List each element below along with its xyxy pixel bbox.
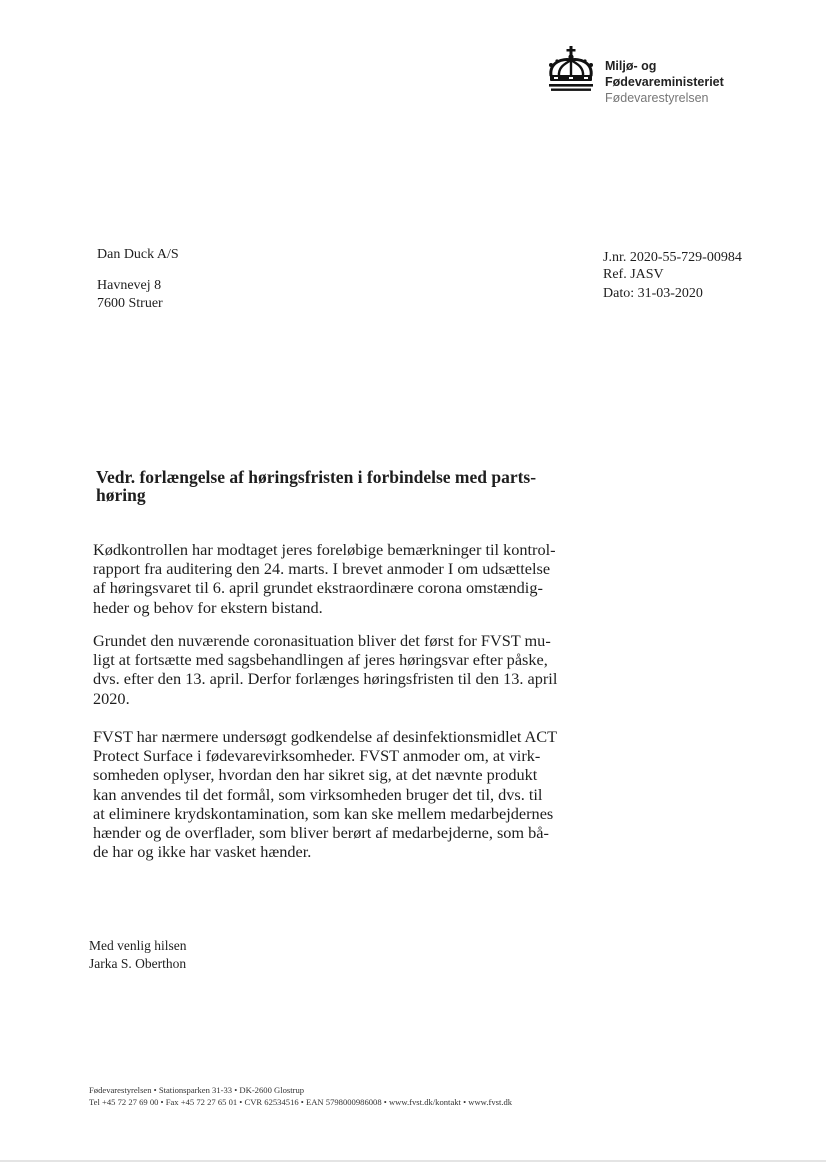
- paragraph-line: Protect Surface i fødevarevirksomheder. FVST anmoder om, at virk-: [93, 746, 541, 766]
- recipient-city: 7600 Struer: [97, 296, 163, 311]
- footer-address: Fødevarestyrelsen • Stationsparken 31-33 • DK-2600 Glostrup: [89, 1085, 305, 1095]
- body-paragraph-2: [93, 631, 623, 708]
- footer-contact: Tel +45 72 27 69 00 • Fax +45 72 27 65 01 • CVR 62534516 • EAN 5798000986008 • www.fvst.dk/kontakt • www.fvst.dk: [89, 1097, 513, 1107]
- recipient-name: Dan Duck A/S: [97, 247, 179, 262]
- paragraph-line: at eliminere krydskontamination, som kan ske mellem medarbejdernes: [93, 803, 554, 823]
- paragraph-line: 2020.: [93, 688, 130, 708]
- paragraph-line: kan anvendes til det formål, som virksomheden bruger det til, dvs. til: [93, 784, 543, 804]
- paragraph-line: Kødkontrollen har modtaget jeres foreløbige bemærkninger til kontrol-: [93, 540, 556, 559]
- reference-initials: Ref. JASV: [603, 267, 664, 282]
- journal-number: J.nr. 2020-55-729-00984: [603, 250, 742, 265]
- paragraph-line: Grundet den nuværende coronasituation bliver det først for FVST mu-: [93, 631, 551, 650]
- paragraph-line: rapport fra auditering den 24. marts. I brevet anmoder I om udsættelse: [93, 559, 551, 579]
- royal-crown-icon: [545, 46, 597, 92]
- subject-line: høring: [96, 485, 146, 505]
- signature-name: Jarka S. Oberthon: [89, 956, 187, 971]
- logo-agency-name: Fødevarestyrelsen: [605, 91, 709, 105]
- logo-ministry-line2: Fødevareministeriet: [605, 75, 724, 89]
- paragraph-line: de har og ikke har vasket hænder.: [93, 842, 312, 862]
- recipient-street: Havnevej 8: [97, 278, 162, 293]
- paragraph-line: ligt at fortsætte med sagsbehandlingen af jeres høringsvar efter påske,: [93, 650, 548, 670]
- body-paragraph-1: [93, 540, 623, 617]
- letter-subject: [96, 468, 626, 504]
- paragraph-line: dvs. efter den 13. april. Derfor forlænges høringsfristen til den 13. april: [93, 669, 558, 689]
- paragraph-line: heder og behov for ekstern bistand.: [93, 597, 323, 617]
- paragraph-line: FVST har nærmere undersøgt godkendelse af desinfektionsmidlet ACT: [93, 727, 558, 746]
- logo-ministry-line1: Miljø- og: [605, 59, 657, 73]
- paragraph-line: af høringsvaret til 6. april grundet ekstraordinære corona omstændig-: [93, 578, 543, 598]
- paragraph-line: hænder og de overflader, som bliver berørt af medarbejderne, som bå-: [93, 823, 549, 843]
- letter-date: Dato: 31-03-2020: [603, 286, 703, 301]
- subject-line: Vedr. forlængelse af høringsfristen i forbindelse med parts-: [96, 467, 537, 487]
- ministry-logo: [545, 46, 785, 108]
- body-paragraph-3: [93, 727, 623, 861]
- page-bottom-edge: [0, 1160, 826, 1162]
- paragraph-line: somheden oplyser, hvordan den har sikret sig, at det nævnte produkt: [93, 765, 538, 785]
- signature-closing: Med venlig hilsen: [89, 938, 187, 953]
